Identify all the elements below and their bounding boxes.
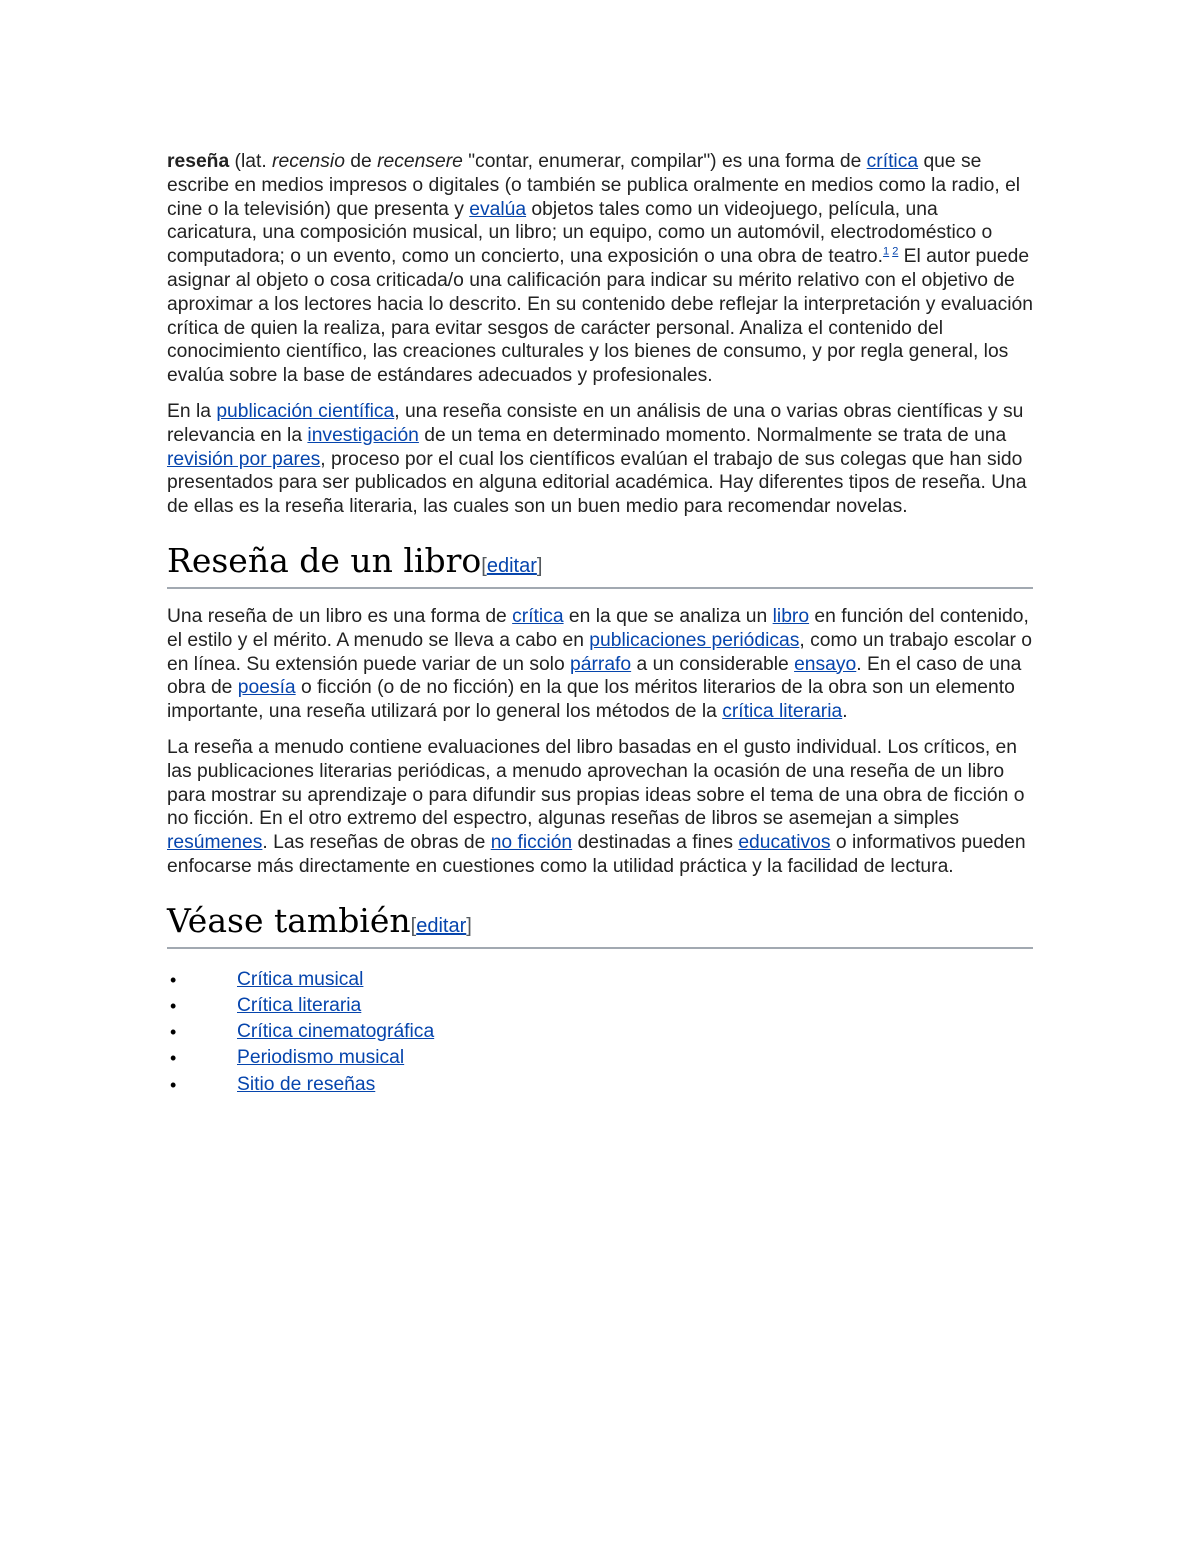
- link-critica-literaria[interactable]: crítica literaria: [722, 701, 843, 723]
- see-also-list: [167, 967, 1033, 1098]
- link-investigacion[interactable]: investigación: [307, 424, 419, 446]
- article-content: [167, 150, 1033, 1098]
- bullet-icon: •: [170, 1022, 177, 1043]
- link-poesia[interactable]: poesía: [237, 677, 296, 699]
- reference-1[interactable]: 1: [883, 245, 890, 258]
- edit-link[interactable]: editar: [416, 914, 467, 937]
- link-periodismo-musical[interactable]: Periodismo musical: [237, 1047, 405, 1069]
- bullet-icon: •: [170, 995, 177, 1016]
- list-item: [167, 1045, 1033, 1071]
- bullet-icon: •: [170, 969, 177, 990]
- list-item: [167, 967, 1033, 993]
- list-item: [167, 1072, 1033, 1098]
- link-critica-cinematografica[interactable]: Crítica cinematográfica: [237, 1021, 435, 1043]
- reference-marks: [883, 246, 898, 258]
- scientific-paragraph: En la publicación científica, una reseña consiste en un análisis de una o varias obras científicas y su relevancia en la investigación de un tema en determinado momento. Normalmente se trata de una revisión por pares, proceso por el cual los científicos evalúan el trabajo de sus colegas que han sido presentados para ser publicados en alguna editorial académica. Hay diferentes tipos de reseña. Una de ellas es la reseña literaria, las cuales son un buen medio para recomendar novelas.: [167, 400, 1027, 518]
- link-critica[interactable]: crítica: [866, 151, 919, 172]
- link-publicaciones-periodicas[interactable]: publicaciones periódicas: [589, 629, 800, 651]
- section-heading-libro: Reseña de un libro[editar]: [167, 543, 1033, 589]
- edit-section-libro: [editar]: [481, 554, 543, 577]
- intro-paragraph: reseña (lat. recensio de recensere "contar, enumerar, compilar") es una forma de crítica que se escribe en medios impresos o digitales (o también se publica oralmente en medios como la radio, el cine o la televisión) que presenta y evalúa objetos tales como un videojuego, película, una caricatura, una composición musical, un libro; un equipo, como un automóvil, electrodoméstico o computadora; o un evento, como un concierto, una exposición o una obra de teatro.$^{1 2}$ El autor puede asignar al objeto o cosa criticada/o una calificación para indicar su mérito relativo con el objetivo de aproximar a los lectores hacia lo descrito. En su contenido debe reflejar la interpretación y evaluación crítica de quien la realiza, para evitar sesgos de carácter personal. Analiza el contenido del conocimiento científico, las creaciones culturales y los bienes de consumo, y por regla general, los evalúa sobre la base de estándares adecuados y profesionales.: [167, 151, 1033, 387]
- link-revision-por-pares[interactable]: revisión por pares: [167, 448, 321, 470]
- link-critica[interactable]: crítica: [512, 605, 564, 627]
- link-resumenes[interactable]: resúmenes: [167, 832, 263, 854]
- list-item: [167, 993, 1033, 1019]
- link-ensayo[interactable]: ensayo: [794, 653, 857, 675]
- term-bold: reseña: [167, 151, 230, 172]
- link-critica-literaria[interactable]: Crítica literaria: [237, 994, 362, 1016]
- link-sitio-de-resenas[interactable]: Sitio de reseñas: [237, 1073, 376, 1095]
- link-no-ficcion[interactable]: no ficción: [490, 832, 573, 854]
- link-libro[interactable]: libro: [772, 605, 810, 627]
- link-evalua[interactable]: evalúa: [469, 198, 527, 220]
- bullet-icon: •: [170, 1074, 177, 1095]
- edit-section-vease: [editar]: [410, 914, 472, 937]
- latin-word: recensere: [377, 151, 463, 172]
- book-review-paragraph: Una reseña de un libro es una forma de crítica en la que se analiza un libro en función del contenido, el estilo y el mérito. A menudo se lleva a cabo en publicaciones periódicas, como un trabajo escolar o en línea. Su extensión puede variar de un solo párrafo a un considerable ensayo. En el caso de una obra de poesía o ficción (o de no ficción) en la que los méritos literarios de la obra son un elemento importante, una reseña utilizará por lo general los métodos de la crítica literaria.: [167, 605, 1032, 723]
- link-educativos[interactable]: educativos: [738, 832, 831, 854]
- bullet-icon: •: [170, 1048, 177, 1069]
- link-critica-musical[interactable]: Crítica musical: [237, 968, 364, 990]
- list-item: [167, 1019, 1033, 1045]
- review-evaluation-paragraph: La reseña a menudo contiene evaluaciones del libro basadas en el gusto individual. Los críticos, en las publicaciones literarias periódicas, a menudo aprovechan la ocasión de una reseña de un libro para mostrar su aprendizaje o para difundir sus propias ideas sobre el tema de una obra de ficción o no ficción. En el otro extremo del espectro, algunas reseñas de libros se asemejan a simples resúmenes. Las reseñas de obras de no ficción destinadas a fines educativos o informativos pueden enfocarse más directamente en cuestiones como la utilidad práctica y la facilidad de lectura.: [167, 736, 1026, 877]
- link-publicacion-cientifica[interactable]: publicación científica: [216, 400, 395, 422]
- link-parrafo[interactable]: párrafo: [570, 653, 632, 675]
- edit-link[interactable]: editar: [486, 554, 537, 577]
- latin-word: recensio: [272, 151, 345, 172]
- reference-2[interactable]: 2: [892, 245, 899, 258]
- section-heading-vease: Véase también[editar]: [167, 903, 1033, 949]
